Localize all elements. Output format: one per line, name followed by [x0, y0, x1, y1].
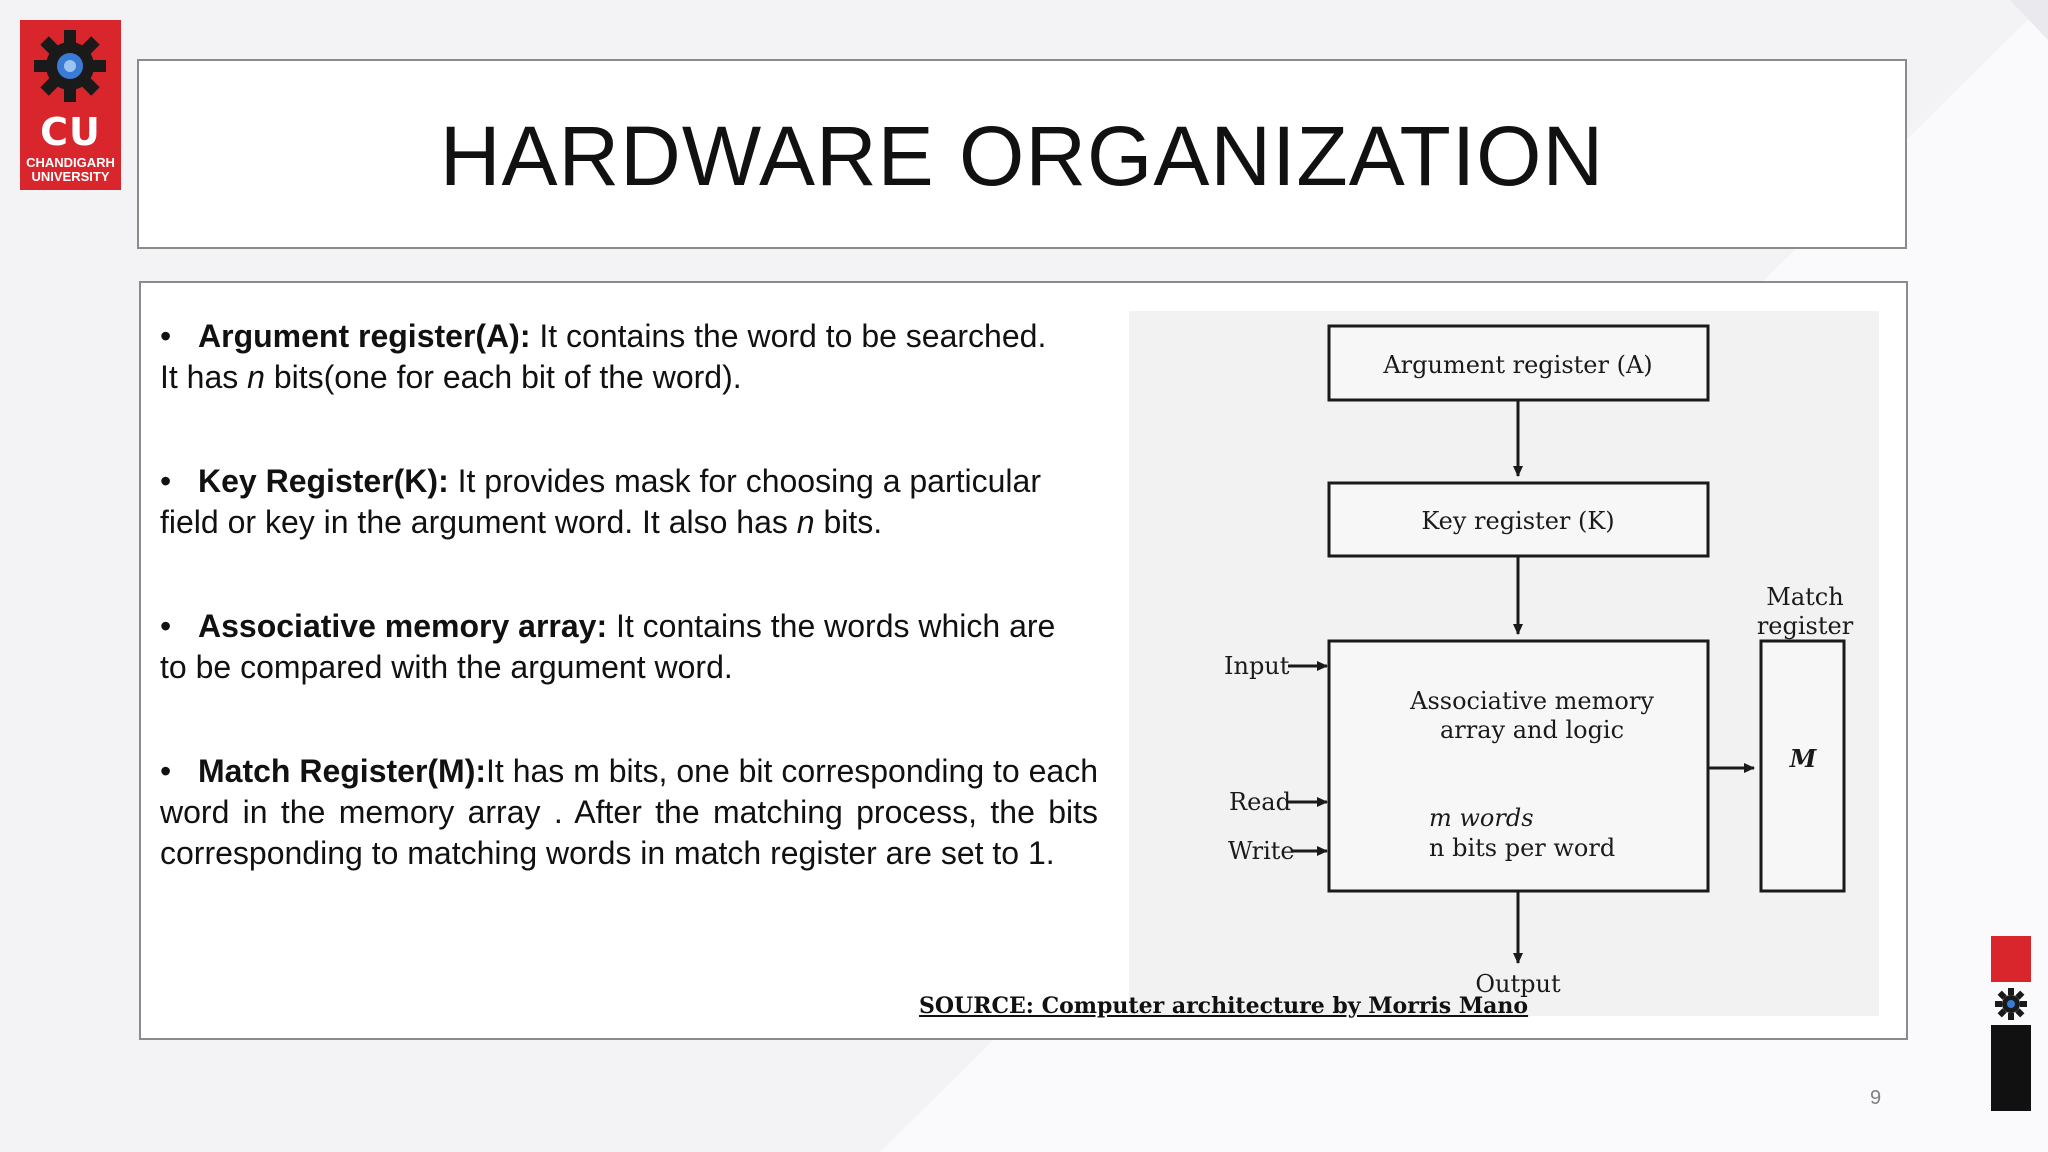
university-logo [20, 20, 121, 190]
match-register-label-line1: Match [1766, 583, 1844, 611]
bullet-dot: • [160, 608, 172, 644]
memory-label-line2: array and logic [1439, 716, 1625, 744]
bullet-argument-register: • Argument register(A): It contains the word to be searched. It has n bits(one for each bit of the word). [160, 318, 1047, 395]
content-box [139, 281, 1908, 1040]
argument-register-label: Argument register (A) [1383, 351, 1653, 379]
bullet-term: Key Register(K): [198, 463, 449, 499]
key-register-label: Key register (K) [1421, 507, 1615, 535]
bullet-term: Associative memory array: [198, 608, 608, 644]
small-gear-icon [1993, 986, 2029, 1022]
bullet-key-register: • Key Register(K): It provides mask for choosing a particular field or key in the argument word. It also has n bits. [160, 463, 1041, 540]
bullet-dot: • [160, 318, 172, 354]
title-box [137, 59, 1907, 249]
bullet-term: Argument register(A): [198, 318, 531, 354]
match-register-label-line2: register [1756, 612, 1854, 640]
output-label: Output [1475, 970, 1561, 998]
write-label: Write [1228, 837, 1295, 865]
memory-words-label: m words [1429, 804, 1534, 832]
slide-title: HARDWARE ORGANIZATION [439, 109, 1605, 203]
bullet-dot: • [160, 753, 172, 789]
logo-abbr: CU [40, 110, 101, 154]
memory-bits-label: n bits per word [1429, 834, 1616, 862]
match-register-symbol: M [1789, 744, 1817, 773]
bullet-match-register: • Match Register(M):It has m bits, one bit corresponding to each word in the memory array . After the matching process, the bits corresponding to matching words in match register are set to 1. [160, 753, 1099, 871]
read-label: Read [1229, 788, 1291, 816]
bullet-associative-memory-array: • Associative memory array: It contains the words which are to be compared with the argument word. [160, 608, 1056, 685]
bullet-term: Match Register(M): [198, 753, 487, 789]
bullet-dot: • [160, 463, 172, 499]
source-citation: SOURCE: Computer architecture by Morris Mano [919, 993, 1529, 1019]
logo-name: CHANDIGARH UNIVERSITY [26, 155, 115, 184]
memory-label-line1: Associative memory [1410, 687, 1654, 715]
input-label: Input [1224, 652, 1290, 680]
associative-memory-diagram [1129, 311, 1879, 1016]
decor-black-block [1991, 1025, 2031, 1111]
gear-emblem-icon [20, 20, 121, 110]
decor-red-block [1991, 936, 2031, 982]
page-number: 9 [1870, 1087, 1882, 1109]
